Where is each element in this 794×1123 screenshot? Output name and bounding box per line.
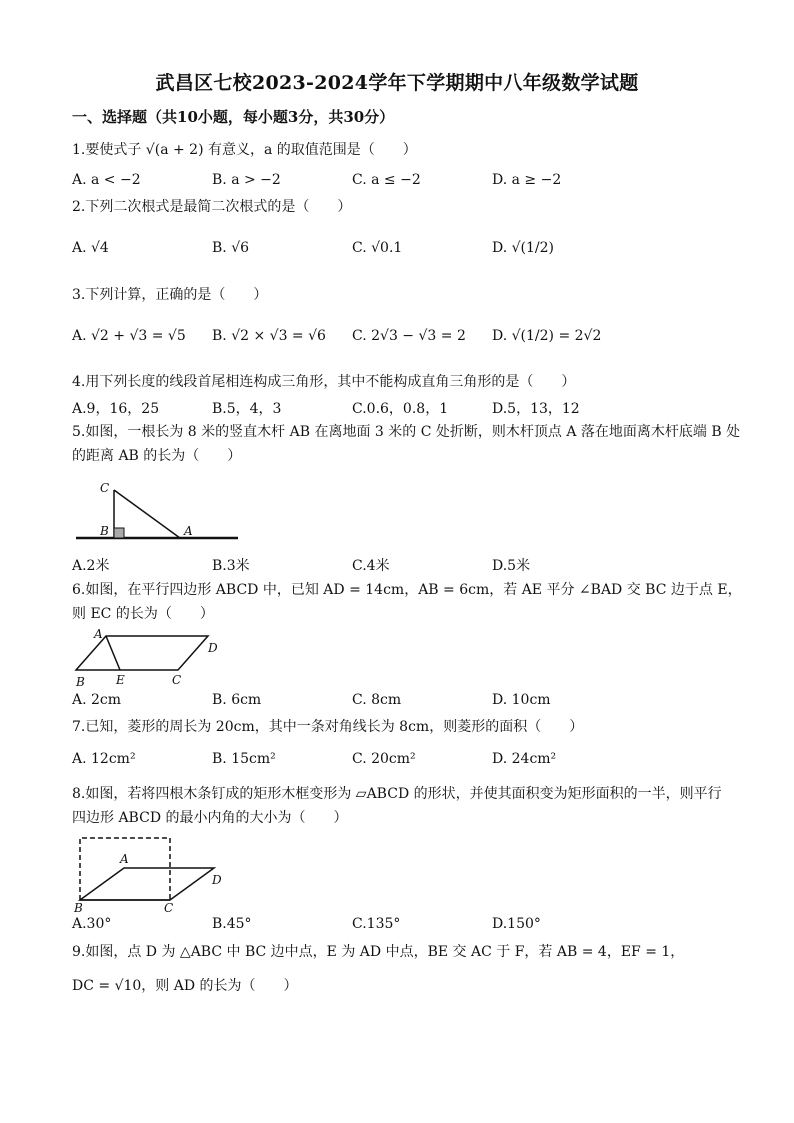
option-b: B. 15cm² [212, 751, 276, 767]
label-d: D [212, 873, 222, 887]
question-9-stem-line2: DC = √10，则 AD 的长为（ ） [72, 978, 298, 994]
label-d: D [208, 641, 218, 655]
option-b: B. 6cm [212, 692, 262, 708]
right-angle-mark [114, 528, 124, 538]
question-8-stem-line1: 8.如图，若将四根木条钉成的矩形木框变形为 ▱ABCD 的形状，并使其面积变为矩形面积的一半，则平行 [72, 786, 722, 802]
option-d: D. √(1/2) = 2√2 [492, 328, 602, 344]
option-c: C. √0.1 [352, 240, 403, 256]
option-a: A.2米 [72, 558, 110, 574]
question-2-stem: 2.下列二次根式是最简二次根式的是（ ） [72, 199, 352, 215]
question-1-options [72, 172, 722, 194]
option-c: C.0.6，0.8，1 [352, 401, 449, 417]
question-6-stem-line1: 6.如图，在平行四边形 ABCD 中，已知 AD = 14cm，AB = 6cm，若 AE 平分 ∠BAD 交 BC 边于点 E， [72, 582, 742, 598]
option-b: B. √2 × √3 = √6 [212, 328, 326, 344]
option-b: B.45° [212, 916, 252, 932]
option-a: A. √2 + √3 = √5 [72, 328, 186, 344]
option-a: A. a < −2 [72, 172, 141, 188]
question-3-options [72, 328, 722, 350]
question-6-options [72, 692, 722, 714]
option-d: D. √(1/2) [492, 240, 555, 256]
figure-parallelogram-abcd [72, 628, 232, 690]
option-c: C.135° [352, 916, 401, 932]
option-d: D.150° [492, 916, 541, 932]
question-8-stem-line2: 四边形 ABCD 的最小内角的大小为（ ） [72, 810, 348, 826]
option-b: B. √6 [212, 240, 250, 256]
question-5-stem-line1: 5.如图，一根长为 8 米的竖直木杆 AB 在离地面 3 米的 C 处折断，则木杆顶点 A 落在地面离木杆底端 B 处 [72, 424, 741, 440]
parallelogram [80, 868, 214, 900]
label-a: A [94, 628, 103, 641]
option-a: A.9，16，25 [72, 401, 160, 417]
label-b: B [76, 675, 85, 689]
question-5-stem-line2: 的距离 AB 的长为（ ） [72, 448, 242, 464]
figure-broken-pole [72, 478, 242, 544]
label-c: C [100, 481, 110, 495]
question-3-stem: 3.下列计算，正确的是（ ） [72, 287, 268, 303]
label-b: B [100, 524, 109, 538]
exam-title: 武昌区七校2023-2024学年下学期期中八年级数学试题 [155, 72, 639, 94]
option-c: C. 2√3 − √3 = 2 [352, 328, 466, 344]
option-d: D.5米 [492, 558, 531, 574]
question-5-options [72, 555, 722, 577]
parallelogram [76, 636, 208, 670]
label-c: C [172, 673, 182, 687]
option-b: B.5，4，3 [212, 401, 282, 417]
question-6-stem-line2: 则 EC 的长为（ ） [72, 606, 214, 622]
question-2-options [72, 240, 722, 262]
question-1-stem: 1.要使式子 √(a + 2) 有意义，a 的取值范围是（ ） [72, 142, 417, 158]
label-a: A [184, 524, 193, 538]
option-c: C.4米 [352, 558, 390, 574]
label-b: B [74, 901, 83, 914]
label-e: E [116, 673, 125, 687]
option-c: C. 20cm² [352, 751, 416, 767]
option-c: C. a ≤ −2 [352, 172, 421, 188]
option-b: B.3米 [212, 558, 250, 574]
bisector-ae [106, 636, 120, 670]
section-heading: 一、选择题（共10小题，每小题3分，共30分） [72, 108, 395, 126]
question-4-stem: 4.用下列长度的线段首尾相连构成三角形，其中不能构成直角三角形的是（ ） [72, 374, 576, 390]
question-4-options [72, 398, 722, 420]
option-b: B. a > −2 [212, 172, 281, 188]
question-8-options [72, 916, 722, 938]
figure-deformed-frame [72, 832, 232, 914]
option-a: A. 12cm² [72, 751, 136, 767]
option-d: D. a ≥ −2 [492, 172, 562, 188]
option-a: A. √4 [72, 240, 109, 256]
label-a: A [120, 852, 129, 866]
label-c: C [164, 901, 174, 914]
option-c: C. 8cm [352, 692, 402, 708]
question-7-options [72, 751, 722, 773]
question-9-stem-line1: 9.如图，点 D 为 △ABC 中 BC 边中点，E 为 AD 中点，BE 交 AC 于 F，若 AB = 4，EF = 1， [72, 944, 685, 960]
option-d: D.5，13，12 [492, 401, 580, 417]
option-d: D. 10cm [492, 692, 551, 708]
option-a: A.30° [72, 916, 112, 932]
question-7-stem: 7.已知，菱形的周长为 20cm，其中一条对角线长为 8cm，则菱形的面积（ ） [72, 719, 584, 735]
option-a: A. 2cm [72, 692, 122, 708]
option-d: D. 24cm² [492, 751, 557, 767]
